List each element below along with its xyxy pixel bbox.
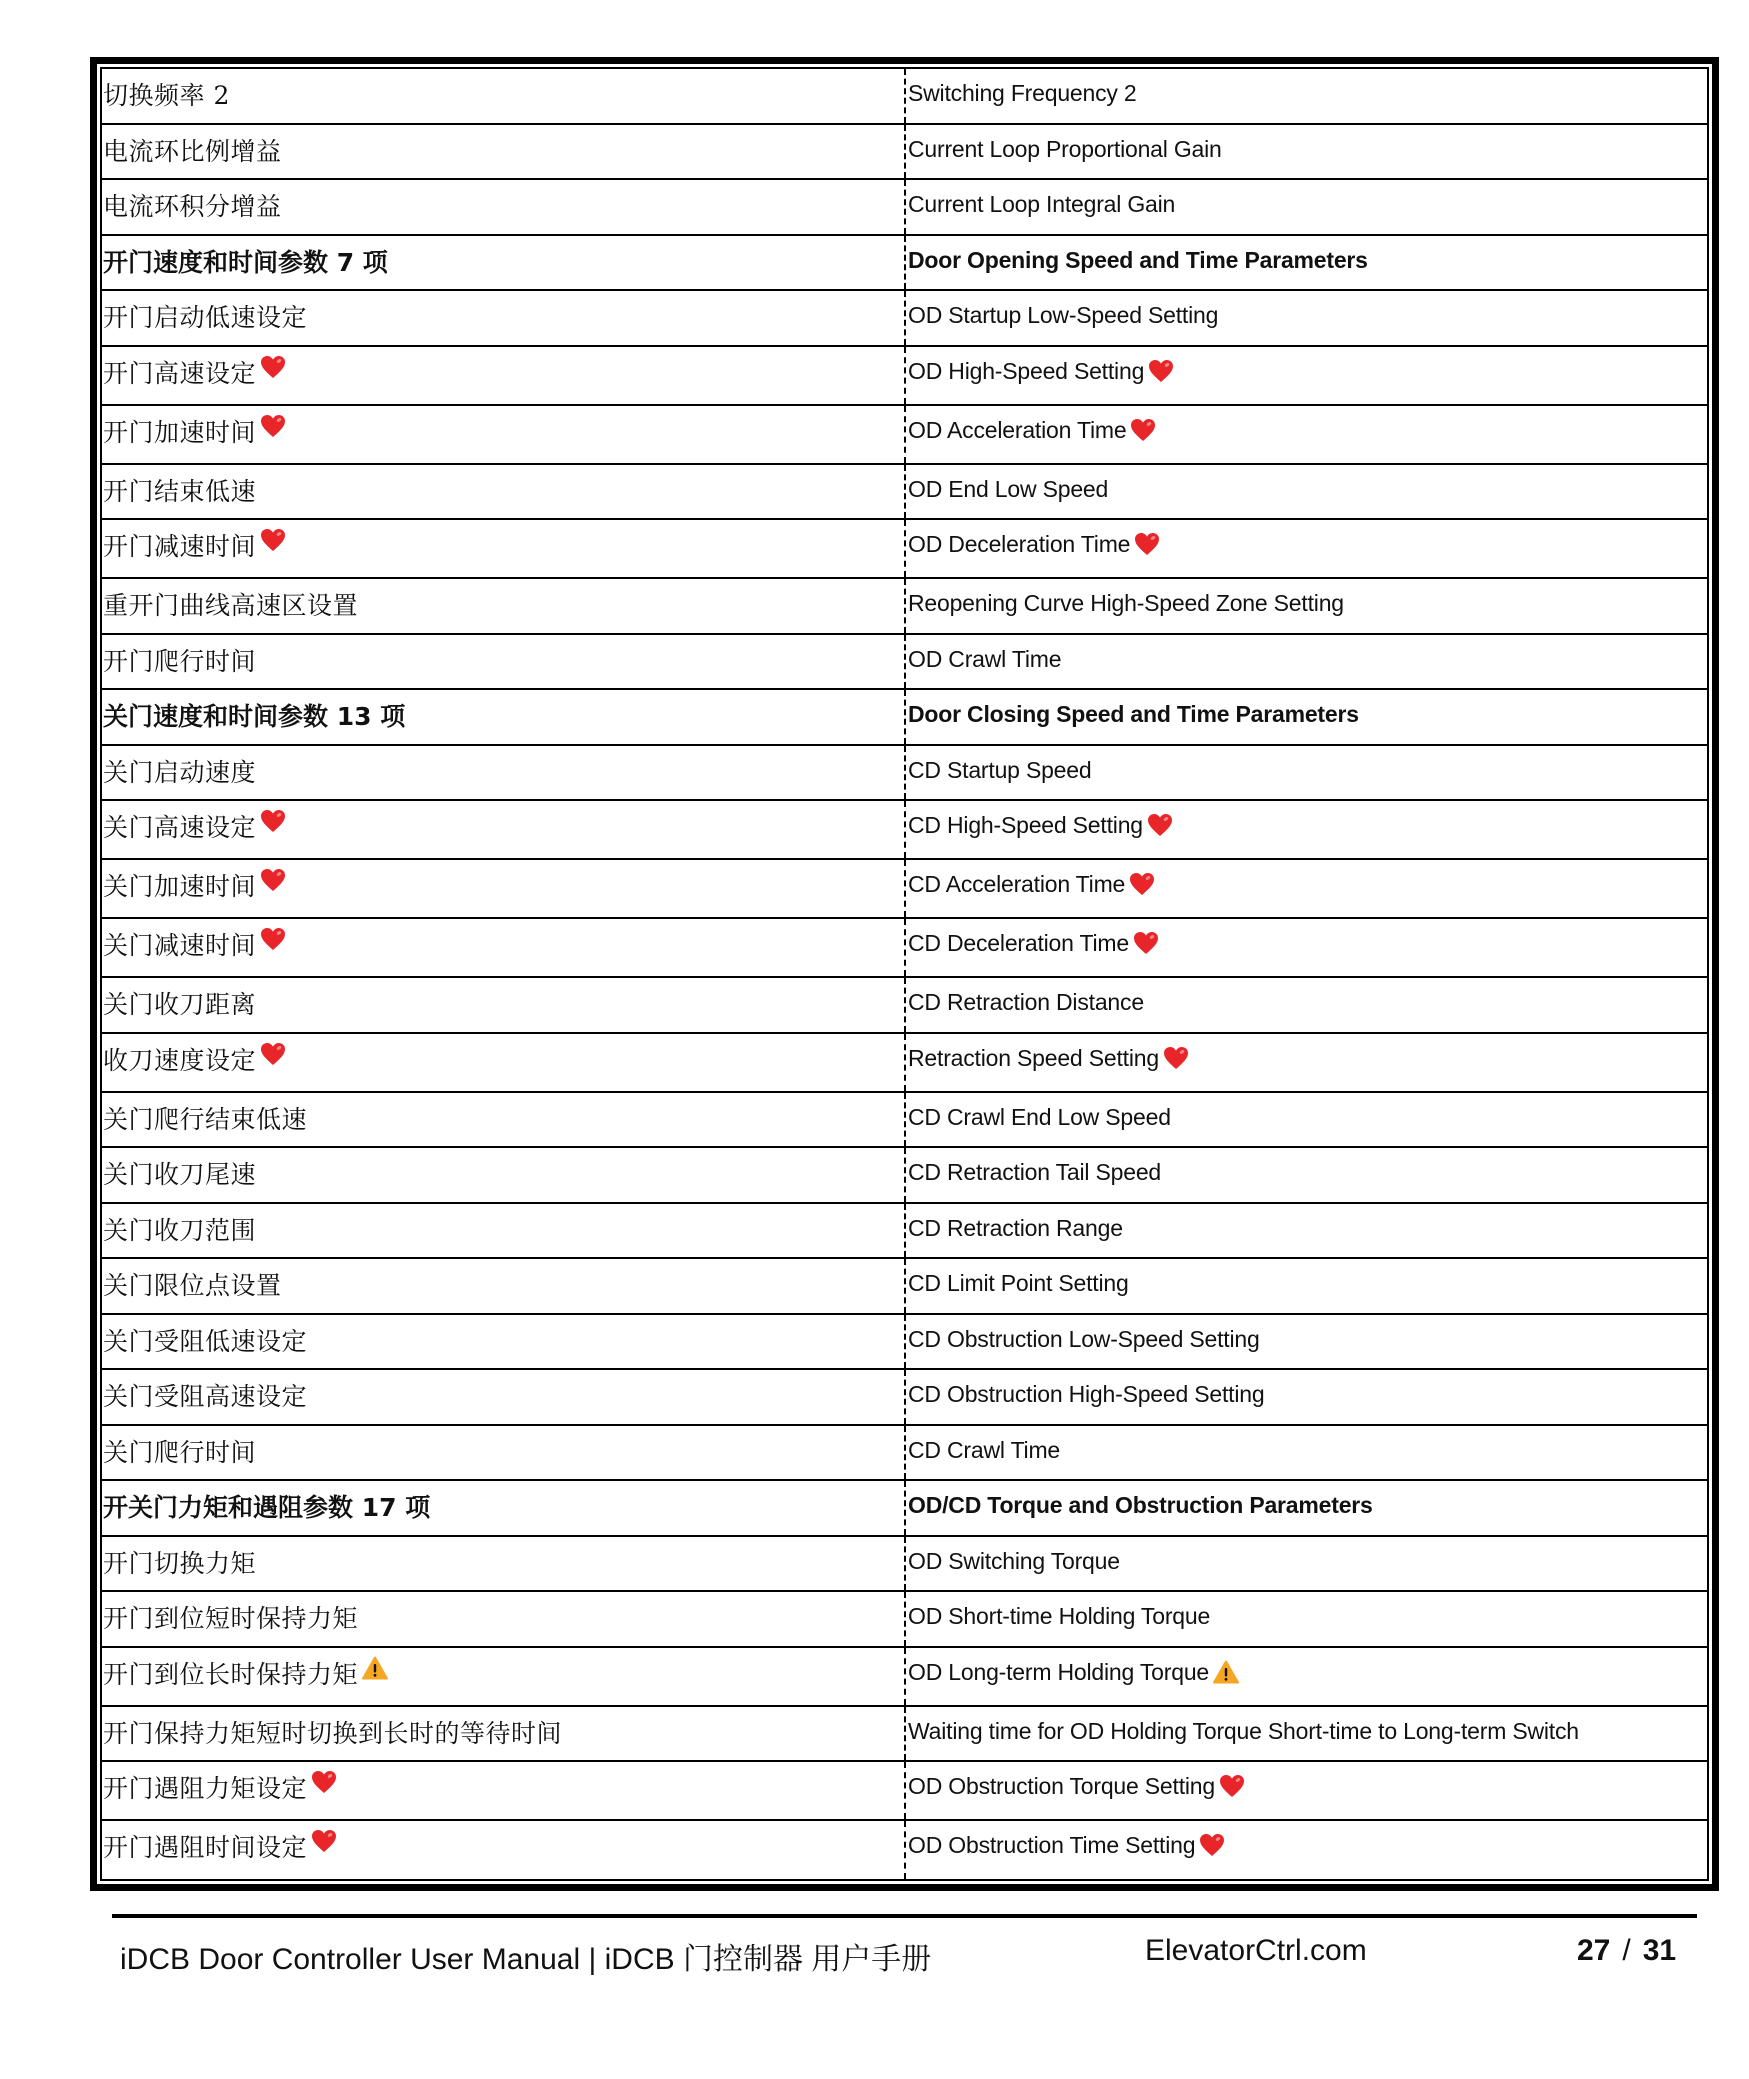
table-row [102, 347, 1707, 406]
warning-icon [1213, 1660, 1239, 1684]
table-section-row [102, 236, 1707, 292]
heart-icon [311, 1770, 337, 1794]
parameter-name-en-text: CD Crawl Time [908, 1436, 1061, 1463]
heart-icon [1130, 418, 1156, 442]
parameter-name-en-text: CD Limit Point Setting [908, 1270, 1129, 1296]
footer-website: ElevatorCtrl.com [1145, 1934, 1367, 1967]
parameter-name-zh-text: 关门速度和时间参数 13 项 [103, 702, 406, 731]
parameter-name-en [904, 1426, 1707, 1480]
parameter-name-zh [102, 1034, 904, 1091]
page-number [1577, 1934, 1676, 1968]
parameter-name-en [904, 579, 1707, 633]
parameter-name-en-text: CD High-Speed Setting [908, 812, 1143, 838]
table-row [102, 406, 1707, 465]
parameter-name-zh [102, 978, 904, 1032]
table-row [102, 1821, 1707, 1879]
parameter-name-en [904, 1093, 1707, 1147]
parameter-name-zh [102, 1426, 904, 1480]
parameter-name-en [904, 520, 1707, 577]
parameter-name-zh-text: 开门遇阻时间设定 [103, 1833, 308, 1862]
heart-icon [260, 528, 286, 552]
table-section-row [102, 1481, 1707, 1537]
parameter-name-en [904, 291, 1707, 345]
parameter-name-zh-text: 开门结束低速 [103, 476, 257, 506]
parameter-name-en [904, 690, 1707, 744]
parameter-name-en-text: OD Long-term Holding Torque [908, 1658, 1210, 1685]
parameter-name-en-text: CD Crawl End Low Speed [908, 1103, 1171, 1130]
parameter-name-en-text: OD/CD Torque and Obstruction Parameters [908, 1492, 1373, 1518]
parameter-name-zh-text: 关门加速时间 [103, 872, 257, 901]
parameter-name-en-text: Current Loop Proportional Gain [908, 135, 1222, 162]
parameter-name-en-text: OD Obstruction Time Setting [908, 1832, 1196, 1858]
heart-icon [260, 414, 286, 438]
parameter-name-zh [102, 690, 904, 744]
parameter-name-en-text: OD Short-time Holding Torque [908, 1603, 1211, 1629]
heart-icon [311, 1829, 337, 1853]
parameter-name-zh [102, 180, 904, 234]
parameter-name-zh-text: 开门减速时间 [103, 532, 257, 561]
parameter-name-zh [102, 579, 904, 633]
parameter-name-zh [102, 291, 904, 345]
parameter-name-zh-text: 电流环积分增益 [103, 192, 282, 221]
parameter-name-en [904, 69, 1707, 123]
parameter-name-en [904, 236, 1707, 290]
parameter-name-en-text: OD End Low Speed [908, 475, 1109, 502]
table-row [102, 465, 1707, 521]
parameter-name-en [904, 1648, 1707, 1705]
parameter-name-zh-text: 关门限位点设置 [103, 1271, 282, 1300]
parameter-name-zh-text: 电流环比例增益 [103, 136, 282, 166]
parameter-name-en-text: OD Switching Torque [908, 1547, 1120, 1574]
parameter-name-en [904, 1259, 1707, 1313]
parameter-name-en-text: CD Deceleration Time [908, 930, 1129, 956]
table-row [102, 1426, 1707, 1482]
parameter-name-en-text: Switching Frequency 2 [908, 80, 1137, 106]
parameter-name-zh [102, 919, 904, 976]
table-row [102, 69, 1707, 125]
table-row [102, 919, 1707, 978]
heart-icon [1134, 532, 1160, 556]
table-row [102, 125, 1707, 181]
parameter-name-en-text: Current Loop Integral Gain [908, 191, 1176, 217]
parameter-name-zh [102, 520, 904, 577]
parameter-name-zh-text: 开门爬行时间 [103, 646, 257, 676]
heart-icon [1148, 359, 1174, 383]
table-row [102, 1370, 1707, 1426]
parameter-name-en [904, 1315, 1707, 1369]
parameter-name-en-text: Waiting time for OD Holding Torque Short-time to Long-term Switch [908, 1717, 1579, 1744]
parameter-table [100, 67, 1709, 1881]
table-row [102, 801, 1707, 860]
parameter-name-zh-text: 开门高速设定 [103, 358, 257, 388]
parameter-name-en [904, 1537, 1707, 1591]
parameter-name-en [904, 1370, 1707, 1424]
parameter-name-zh [102, 801, 904, 858]
footer-manual-title: iDCB Door Controller User Manual | iDCB 门控制器 用户手册 [120, 1943, 932, 1976]
table-row [102, 746, 1707, 802]
parameter-name-en [904, 1707, 1707, 1761]
page-total: 31 [1642, 1934, 1677, 1967]
heart-icon [1219, 1774, 1245, 1798]
parameter-name-zh [102, 1315, 904, 1369]
parameter-name-zh-text: 开门到位长时保持力矩 [103, 1659, 359, 1689]
parameter-name-zh [102, 125, 904, 179]
parameter-name-en-text: CD Acceleration Time [908, 871, 1126, 897]
parameter-name-zh-text: 关门收刀尾速 [103, 1160, 257, 1189]
parameter-name-en [904, 1592, 1707, 1646]
table-row [102, 291, 1707, 347]
parameter-name-zh-text: 开门启动低速设定 [103, 303, 308, 332]
parameter-name-zh [102, 465, 904, 519]
parameter-name-zh-text: 切换频率 2 [103, 81, 230, 110]
heart-icon [1147, 813, 1173, 837]
page-current: 27 [1577, 1934, 1611, 1967]
parameter-name-zh [102, 1481, 904, 1535]
parameter-name-en-text: OD Obstruction Torque Setting [908, 1773, 1215, 1799]
parameter-name-zh [102, 1648, 904, 1705]
parameter-name-zh [102, 1148, 904, 1202]
parameter-name-en [904, 406, 1707, 463]
parameter-name-en-text: OD Deceleration Time [908, 531, 1131, 557]
table-row [102, 1648, 1707, 1707]
parameter-name-zh [102, 1259, 904, 1313]
parameter-name-zh-text: 关门受阻低速设定 [103, 1326, 308, 1356]
parameter-name-zh-text: 开门速度和时间参数 7 项 [103, 247, 388, 277]
table-row [102, 1592, 1707, 1648]
table-row [102, 635, 1707, 691]
parameter-name-zh-text: 关门收刀范围 [103, 1215, 257, 1245]
parameter-name-zh [102, 635, 904, 689]
parameter-name-en-text: OD Startup Low-Speed Setting [908, 302, 1219, 328]
parameter-name-en-text: OD Crawl Time [908, 645, 1062, 672]
table-row [102, 1148, 1707, 1204]
table-section-row [102, 690, 1707, 746]
parameter-name-zh-text: 关门收刀距离 [103, 990, 257, 1019]
parameter-name-en [904, 125, 1707, 179]
table-row [102, 1707, 1707, 1763]
parameter-name-en-text: Retraction Speed Setting [908, 1044, 1159, 1071]
parameter-name-en-text: OD Acceleration Time [908, 416, 1127, 443]
parameter-name-zh-text: 开门加速时间 [103, 417, 257, 447]
parameter-name-en-text: CD Retraction Tail Speed [908, 1159, 1162, 1185]
parameter-name-en [904, 465, 1707, 519]
table-row [102, 1315, 1707, 1371]
parameter-name-en-text: OD High-Speed Setting [908, 357, 1145, 384]
parameter-name-en [904, 1481, 1707, 1535]
parameter-name-en [904, 801, 1707, 858]
parameter-name-zh [102, 406, 904, 463]
parameter-name-zh [102, 69, 904, 123]
parameter-name-en-text: CD Retraction Range [908, 1214, 1123, 1241]
parameter-name-en [904, 180, 1707, 234]
table-row [102, 1093, 1707, 1149]
page-separator: / [1622, 1934, 1631, 1967]
parameter-name-zh-text: 关门启动速度 [103, 757, 257, 787]
table-row [102, 860, 1707, 919]
footer-divider [112, 1914, 1697, 1918]
parameter-name-en [904, 1762, 1707, 1819]
parameter-name-en [904, 978, 1707, 1032]
heart-icon [260, 1042, 286, 1066]
heart-icon [260, 868, 286, 892]
heart-icon [1163, 1046, 1189, 1070]
parameter-name-zh-text: 关门受阻高速设定 [103, 1382, 308, 1411]
heart-icon [1129, 872, 1155, 896]
parameter-name-en [904, 1148, 1707, 1202]
parameter-name-zh-text: 开门保持力矩短时切换到长时的等待时间 [103, 1718, 563, 1748]
parameter-name-en [904, 1821, 1707, 1879]
parameter-name-zh [102, 236, 904, 290]
parameter-name-en [904, 919, 1707, 976]
parameter-name-zh-text: 关门减速时间 [103, 931, 257, 960]
warning-icon [362, 1656, 388, 1680]
parameter-name-zh [102, 1821, 904, 1879]
parameter-name-en-text: CD Retraction Distance [908, 989, 1144, 1015]
table-row [102, 1034, 1707, 1093]
heart-icon [260, 355, 286, 379]
parameter-name-en-text: CD Obstruction Low-Speed Setting [908, 1325, 1260, 1352]
table-row [102, 180, 1707, 236]
parameter-name-zh [102, 860, 904, 917]
parameter-name-en [904, 347, 1707, 404]
parameter-name-zh-text: 收刀速度设定 [103, 1045, 257, 1075]
parameter-name-zh-text: 关门爬行时间 [103, 1437, 257, 1467]
parameter-name-zh [102, 347, 904, 404]
parameter-name-zh [102, 1370, 904, 1424]
table-row [102, 978, 1707, 1034]
heart-icon [260, 927, 286, 951]
parameter-name-zh-text: 开关门力矩和遇阻参数 17 项 [103, 1493, 431, 1522]
parameter-name-zh [102, 1592, 904, 1646]
parameter-table-frame [90, 57, 1719, 1891]
parameter-name-zh-text: 开门切换力矩 [103, 1548, 257, 1578]
parameter-name-en-text: Door Opening Speed and Time Parameters [908, 246, 1368, 273]
parameter-name-zh-text: 关门高速设定 [103, 813, 257, 842]
table-row [102, 1762, 1707, 1821]
table-row [102, 520, 1707, 579]
parameter-name-en [904, 860, 1707, 917]
parameter-name-zh-text: 开门遇阻力矩设定 [103, 1774, 308, 1803]
heart-icon [260, 809, 286, 833]
table-row [102, 1204, 1707, 1260]
table-row [102, 1259, 1707, 1315]
parameter-name-en [904, 746, 1707, 800]
parameter-name-en-text: CD Obstruction High-Speed Setting [908, 1381, 1265, 1407]
table-row [102, 579, 1707, 635]
parameter-name-zh [102, 1093, 904, 1147]
table-row [102, 1537, 1707, 1593]
parameter-name-en-text: CD Startup Speed [908, 756, 1092, 783]
parameter-name-en [904, 635, 1707, 689]
parameter-name-zh [102, 1762, 904, 1819]
heart-icon [1199, 1833, 1225, 1857]
parameter-name-en [904, 1034, 1707, 1091]
parameter-name-zh-text: 开门到位短时保持力矩 [103, 1604, 359, 1633]
parameter-name-zh [102, 746, 904, 800]
parameter-name-en-text: Door Closing Speed and Time Parameters [908, 701, 1359, 727]
parameter-name-zh-text: 重开门曲线高速区设置 [103, 591, 359, 620]
parameter-name-zh [102, 1204, 904, 1258]
parameter-name-en [904, 1204, 1707, 1258]
parameter-name-zh [102, 1707, 904, 1761]
parameter-name-en-text: Reopening Curve High-Speed Zone Setting [908, 590, 1344, 616]
parameter-name-zh [102, 1537, 904, 1591]
parameter-name-zh-text: 关门爬行结束低速 [103, 1104, 308, 1134]
heart-icon [1133, 931, 1159, 955]
